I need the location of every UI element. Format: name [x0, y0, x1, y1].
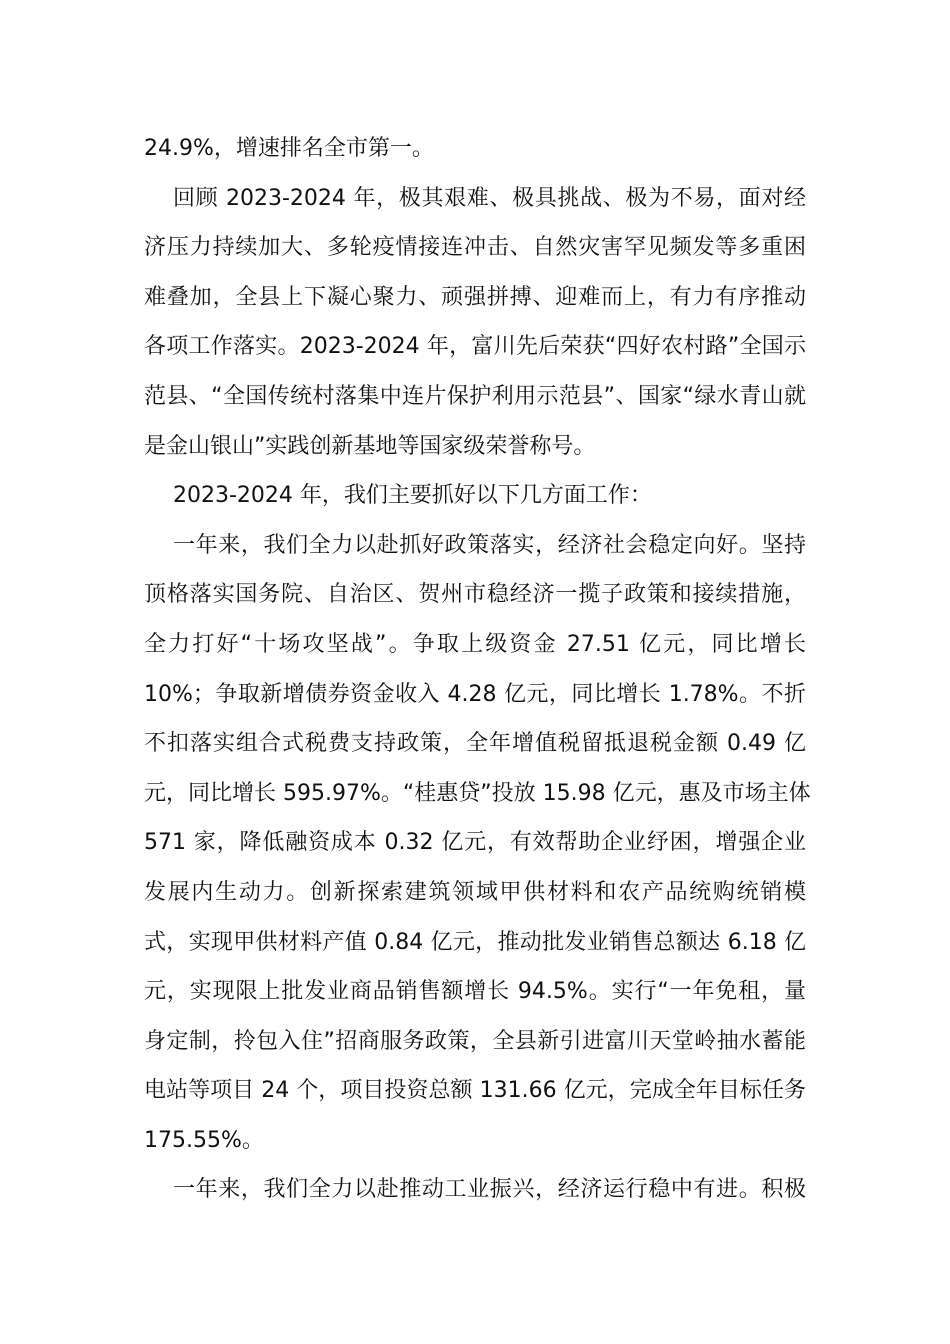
text-line: 顶格落实国务院、自治区、贺州市稳经济一揽子政策和接续措施， [144, 582, 806, 608]
text-line: 回顾 2023-2024 年，极其艰难、极具挑战、极为不易，面对经 [173, 185, 806, 211]
text-line: 不扣落实组合式税费支持政策，全年增值税留抵退税金额 0.49 亿 [144, 731, 806, 757]
text-line: 发展内生动力。创新探索建筑领域甲供材料和农产品统购统销模 [144, 879, 806, 905]
text-line: 济压力持续加大、多轮疫情接连冲击、自然灾害罕见频发等多重困 [144, 235, 806, 261]
text-line: 元，实现限上批发业商品销售额增长 94.5%。实行“一年免租，量 [144, 979, 806, 1005]
text-line: 难叠加，全县上下凝心聚力、顽强拼搏、迎难而上，有力有序推动 [144, 284, 806, 310]
text-line: 身定制，拎包入住”招商服务政策，全县新引进富川天堂岭抽水蓄能 [144, 1028, 806, 1054]
text-line: 175.55%。 [144, 1127, 264, 1153]
text-line: 10%；争取新增债券资金收入 4.28 亿元，同比增长 1.78%。不折 [144, 681, 806, 707]
text-line: 电站等项目 24 个，项目投资总额 131.66 亿元，完成全年目标任务 [144, 1078, 806, 1104]
text-line: 式，实现甲供材料产值 0.84 亿元，推动批发业销售总额达 6.18 亿 [144, 929, 806, 955]
text-line: 一年来，我们全力以赴抓好政策落实，经济社会稳定向好。坚持 [173, 532, 806, 558]
text-line: 全力打好“十场攻坚战”。争取上级资金 27.51 亿元，同比增长 [144, 631, 806, 657]
text-line: 范县、“全国传统村落集中连片保护利用示范县”、国家“绿水青山就 [144, 383, 806, 409]
text-line: 一年来，我们全力以赴推动工业振兴，经济运行稳中有进。积极 [173, 1177, 806, 1203]
text-line: 各项工作落实。2023-2024 年，富川先后荣获“四好农村路”全国示 [144, 334, 806, 360]
text-line: 2023-2024 年，我们主要抓好以下几方面工作： [173, 483, 652, 509]
text-line: 是金山银山”实践创新基地等国家级荣誉称号。 [144, 433, 596, 459]
text-line: 元，同比增长 595.97%。“桂惠贷”投放 15.98 亿元，惠及市场主体 [144, 780, 811, 806]
text-line: 24.9%，增速排名全市第一。 [144, 136, 434, 161]
document-body [144, 124, 811, 1215]
text-line: 571 家，降低融资成本 0.32 亿元，有效帮助企业纾困，增强企业 [144, 830, 806, 856]
